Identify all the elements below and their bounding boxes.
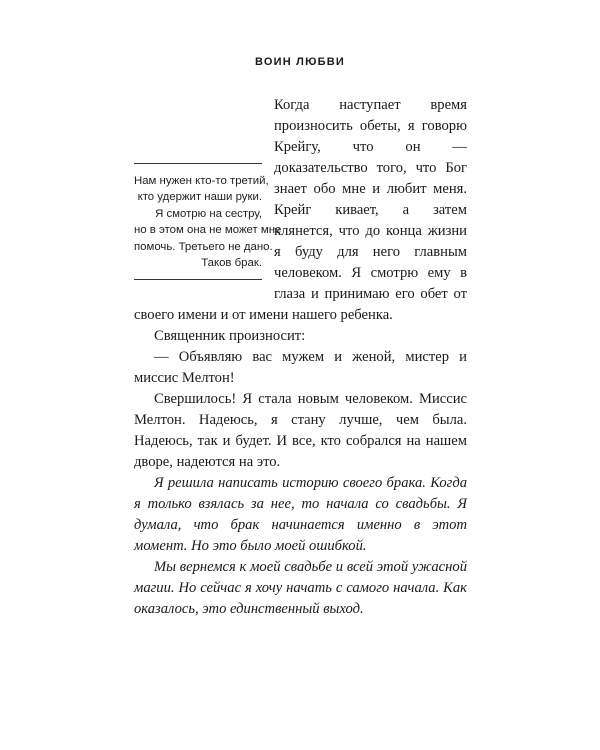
- paragraph-1: Когда наступает время произносить обеты, я говорю Крейгу, что он — доказательство того, что Бог знает обо мне и любит меня. Крейг кивает, а затем клянется, что до конца жизни я буду для него главным человеком. Я смотрю ему в глаза и принимаю его обет от своего имени и от имени нашего ребенка.: [134, 97, 467, 323]
- running-head: ВОИН ЛЮБВИ: [255, 56, 345, 68]
- pull-quote-line: Я смотрю на сестру,: [155, 207, 262, 220]
- pull-quote: [134, 163, 282, 280]
- pull-quote-line: Нам нужен кто-то третий,: [134, 175, 269, 187]
- paragraph-2: Священник произносит:: [154, 328, 306, 344]
- paragraph-3: — Объявляю вас мужем и женой, мистер и миссис Мелтон!: [134, 349, 467, 386]
- paragraph-5: Я решила написать историю своего брака. Когда я только взялась за нее, то начала со свадьбы. Я думала, что брак начинается именно в этот момент. Но это было моей ошибкой.: [134, 475, 467, 554]
- paragraph-4: Свершилось! Я стала новым человеком. Миссис Мелтон. Надеюсь, я стану лучше, чем была. Надеюсь, так и будет. И все, кто собрался на нашем дворе, надеются на это.: [134, 391, 467, 470]
- paragraph-6: Мы вернемся к моей свадьбе и всей этой ужасной магии. Но сейчас я хочу начать с самого начала. Как оказалось, это единственный выход.: [134, 559, 467, 617]
- pull-quote-line: Таков брак.: [201, 257, 262, 270]
- pull-quote-line: но в этом она не может мне: [134, 224, 282, 237]
- pull-quote-line: кто удержит наши руки.: [137, 191, 262, 204]
- pull-quote-line: помочь. Третьего не дано.: [134, 240, 273, 253]
